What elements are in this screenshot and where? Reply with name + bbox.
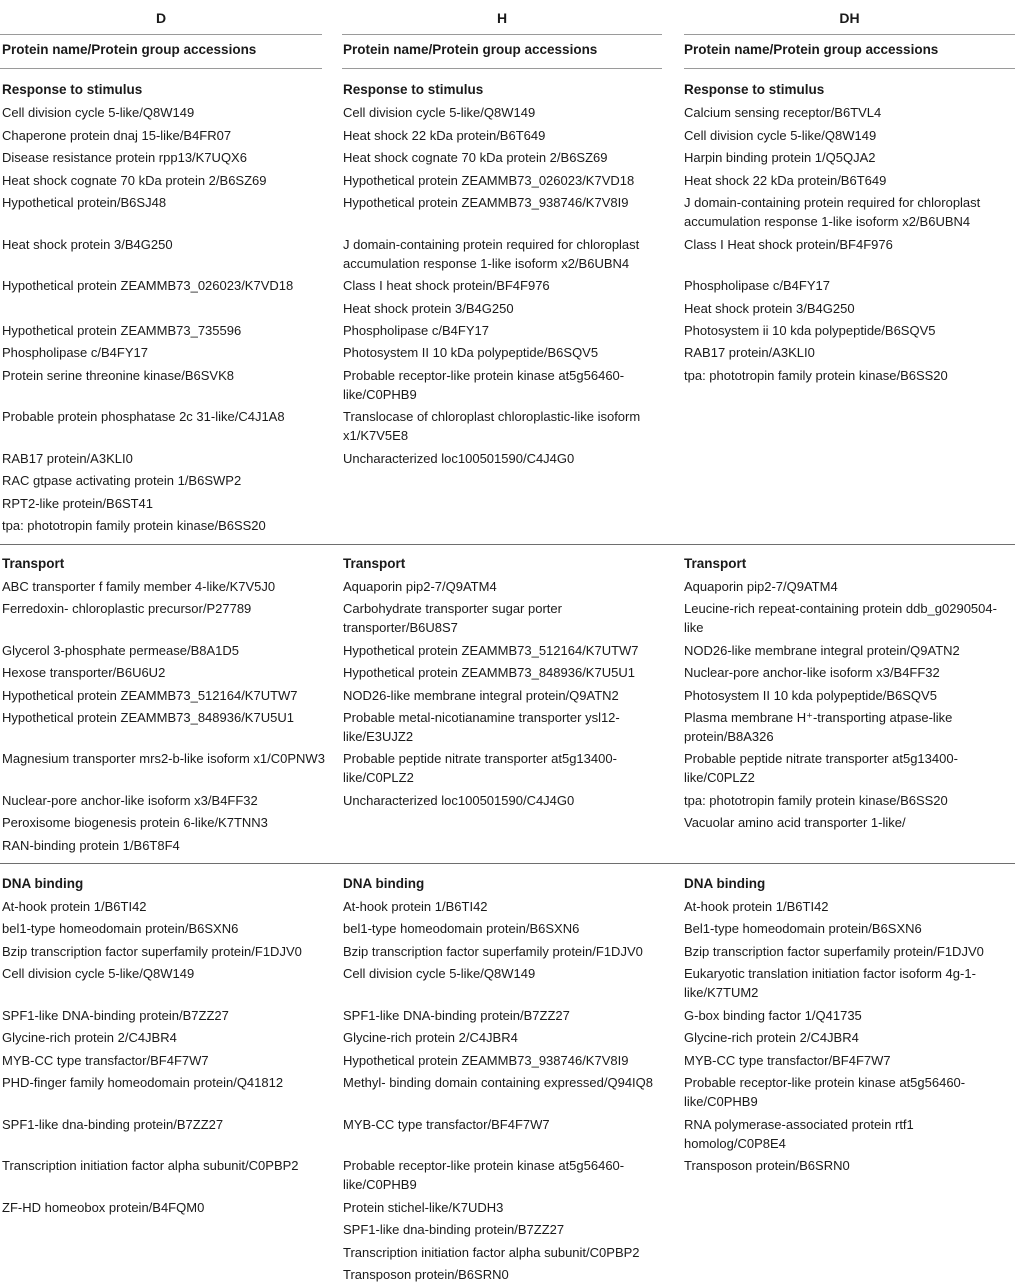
subheader-rule-h xyxy=(342,68,662,69)
cell-dna-h: Bzip transcription factor superfamily protein/F1DJV0 xyxy=(343,944,643,959)
cell-dna-dh: Probable receptor-like protein kinase at5g56460-like/C0PHB9 xyxy=(684,1075,966,1109)
cell-response-h: Phospholipase c/B4FY17 xyxy=(343,323,489,338)
cell-response-h: Uncharacterized loc100501590/C4J4G0 xyxy=(343,451,575,466)
cell-dna-h: SPF1-like dna-binding protein/B7ZZ27 xyxy=(343,1222,565,1237)
cell-transport-dh: Leucine-rich repeat-containing protein ddb_g0290504-like xyxy=(684,601,997,635)
section-title-response-h: Response to stimulus xyxy=(343,82,484,97)
subheader-rule-d xyxy=(0,68,322,69)
cell-dna-d: Glycine-rich protein 2/C4JBR4 xyxy=(2,1030,177,1045)
col-header-h: H xyxy=(496,10,508,26)
cell-transport-d: Hypothetical protein ZEAMMB73_848936/K7U5U1 xyxy=(2,710,294,725)
cell-dna-dh: RNA polymerase-associated protein rtf1 homolog/C0P8E4 xyxy=(684,1117,914,1151)
cell-dna-h: Cell division cycle 5-like/Q8W149 xyxy=(343,966,536,981)
cell-response-h: Cell division cycle 5-like/Q8W149 xyxy=(343,105,536,120)
section-title-transport-dh: Transport xyxy=(684,556,747,571)
cell-response-d: Cell division cycle 5-like/Q8W149 xyxy=(2,105,195,120)
section-title-dna-dh: DNA binding xyxy=(684,876,766,891)
cell-response-d: Disease resistance protein rpp13/K7UQX6 xyxy=(2,150,247,165)
cell-dna-dh: Glycine-rich protein 2/C4JBR4 xyxy=(684,1030,859,1045)
cell-response-dh: Cell division cycle 5-like/Q8W149 xyxy=(684,128,877,143)
header-rule-dh xyxy=(684,34,1015,35)
cell-response-h: Probable receptor-like protein kinase at5g56460-like/C0PHB9 xyxy=(343,368,625,402)
cell-dna-dh: MYB-CC type transfactor/BF4F7W7 xyxy=(684,1053,891,1068)
cell-dna-dh: Transposon protein/B6SRN0 xyxy=(684,1158,850,1173)
cell-response-d: RAC gtpase activating protein 1/B6SWP2 xyxy=(2,473,242,488)
cell-response-d: RAB17 protein/A3KLI0 xyxy=(2,451,133,466)
cell-response-dh: Class I Heat shock protein/BF4F976 xyxy=(684,237,893,252)
cell-dna-d: Cell division cycle 5-like/Q8W149 xyxy=(2,966,195,981)
cell-response-d: Phospholipase c/B4FY17 xyxy=(2,345,148,360)
cell-transport-h: Uncharacterized loc100501590/C4J4G0 xyxy=(343,793,575,808)
header-rule-h xyxy=(342,34,662,35)
cell-response-d: Heat shock cognate 70 kDa protein 2/B6SZ69 xyxy=(2,173,267,188)
cell-transport-h: Aquaporin pip2-7/Q9ATM4 xyxy=(343,579,497,594)
cell-response-d: Hypothetical protein ZEAMMB73_735596 xyxy=(2,323,242,338)
section-title-dna-h: DNA binding xyxy=(343,876,425,891)
cell-transport-d: Peroxisome biogenesis protein 6-like/K7TNN3 xyxy=(2,815,268,830)
cell-transport-d: Ferredoxin- chloroplastic precursor/P27789 xyxy=(2,601,252,616)
cell-transport-h: Hypothetical protein ZEAMMB73_848936/K7U5U1 xyxy=(343,665,635,680)
cell-transport-d: Hypothetical protein ZEAMMB73_512164/K7UTW7 xyxy=(2,688,298,703)
cell-response-d: tpa: phototropin family protein kinase/B6SS20 xyxy=(2,518,266,533)
cell-dna-h: Glycine-rich protein 2/C4JBR4 xyxy=(343,1030,518,1045)
cell-response-dh: Phospholipase c/B4FY17 xyxy=(684,278,830,293)
cell-transport-dh: Nuclear-pore anchor-like isoform x3/B4FF32 xyxy=(684,665,940,680)
cell-dna-dh: Bzip transcription factor superfamily protein/F1DJV0 xyxy=(684,944,984,959)
cell-response-h: Translocase of chloroplast chloroplastic-like isoform x1/K7V5E8 xyxy=(343,409,641,443)
cell-response-h: Hypothetical protein ZEAMMB73_026023/K7VD18 xyxy=(343,173,635,188)
section-divider xyxy=(0,863,1015,864)
cell-response-d: Probable protein phosphatase 2c 31-like/C4J1A8 xyxy=(2,409,285,424)
cell-transport-dh: Photosystem II 10 kda polypeptide/B6SQV5 xyxy=(684,688,937,703)
cell-transport-h: Probable peptide nitrate transporter at5g13400-like/C0PLZ2 xyxy=(343,751,617,785)
cell-dna-h: Transcription initiation factor alpha subunit/C0PBP2 xyxy=(343,1245,640,1260)
section-title-response-d: Response to stimulus xyxy=(2,82,143,97)
section-title-transport-d: Transport xyxy=(2,556,65,571)
cell-response-dh: Heat shock 22 kDa protein/B6T649 xyxy=(684,173,887,188)
cell-response-dh: tpa: phototropin family protein kinase/B6SS20 xyxy=(684,368,948,383)
cell-dna-h: Methyl- binding domain containing expressed/Q94IQ8 xyxy=(343,1075,654,1090)
cell-transport-dh: tpa: phototropin family protein kinase/B6SS20 xyxy=(684,793,948,808)
section-divider xyxy=(0,544,1015,545)
cell-response-d: Protein serine threonine kinase/B6SVK8 xyxy=(2,368,234,383)
cell-transport-d: Hexose transporter/B6U6U2 xyxy=(2,665,166,680)
cell-transport-dh: Plasma membrane H⁺-transporting atpase-like protein/B8A326 xyxy=(684,710,953,744)
cell-dna-d: bel1-type homeodomain protein/B6SXN6 xyxy=(2,921,239,936)
section-title-transport-h: Transport xyxy=(343,556,406,571)
cell-dna-dh: Bel1-type homeodomain protein/B6SXN6 xyxy=(684,921,922,936)
cell-dna-h: MYB-CC type transfactor/BF4F7W7 xyxy=(343,1117,550,1132)
header-rule-d xyxy=(0,34,322,35)
cell-dna-d: At-hook protein 1/B6TI42 xyxy=(2,899,147,914)
cell-response-dh: RAB17 protein/A3KLI0 xyxy=(684,345,815,360)
cell-dna-d: PHD-finger family homeodomain protein/Q41812 xyxy=(2,1075,284,1090)
cell-response-h: Photosystem II 10 kDa polypeptide/B6SQV5 xyxy=(343,345,599,360)
cell-response-h: J domain-containing protein required for chloroplast accumulation response 1-like isoform x2/B6UBN4 xyxy=(343,237,640,271)
cell-transport-h: NOD26-like membrane integral protein/Q9ATN2 xyxy=(343,688,619,703)
subheader-d: Protein name/Protein group accessions xyxy=(2,42,257,57)
cell-response-h: Heat shock 22 kDa protein/B6T649 xyxy=(343,128,546,143)
cell-response-dh: Harpin binding protein 1/Q5QJA2 xyxy=(684,150,876,165)
cell-response-d: Hypothetical protein ZEAMMB73_026023/K7VD18 xyxy=(2,278,294,293)
cell-dna-h: SPF1-like DNA-binding protein/B7ZZ27 xyxy=(343,1008,570,1023)
cell-transport-dh: Vacuolar amino acid transporter 1-like/ xyxy=(684,815,906,830)
cell-transport-dh: Probable peptide nitrate transporter at5g13400-like/C0PLZ2 xyxy=(684,751,958,785)
cell-transport-h: Probable metal-nicotianamine transporter ysl12-like/E3UJZ2 xyxy=(343,710,620,744)
section-title-dna-d: DNA binding xyxy=(2,876,84,891)
cell-response-h: Heat shock protein 3/B4G250 xyxy=(343,301,514,316)
cell-transport-h: Hypothetical protein ZEAMMB73_512164/K7UTW7 xyxy=(343,643,639,658)
cell-response-dh: Calcium sensing receptor/B6TVL4 xyxy=(684,105,882,120)
cell-dna-h: At-hook protein 1/B6TI42 xyxy=(343,899,488,914)
cell-response-dh: Photosystem ii 10 kda polypeptide/B6SQV5 xyxy=(684,323,936,338)
cell-dna-d: SPF1-like dna-binding protein/B7ZZ27 xyxy=(2,1117,224,1132)
cell-response-d: Chaperone protein dnaj 15-like/B4FR07 xyxy=(2,128,232,143)
cell-transport-dh: Aquaporin pip2-7/Q9ATM4 xyxy=(684,579,838,594)
cell-dna-h: bel1-type homeodomain protein/B6SXN6 xyxy=(343,921,580,936)
cell-dna-dh: Eukaryotic translation initiation factor isoform 4g-1-like/K7TUM2 xyxy=(684,966,976,1000)
cell-dna-d: ZF-HD homeobox protein/B4FQM0 xyxy=(2,1200,205,1215)
cell-response-d: RPT2-like protein/B6ST41 xyxy=(2,496,154,511)
cell-dna-dh: At-hook protein 1/B6TI42 xyxy=(684,899,829,914)
section-title-response-dh: Response to stimulus xyxy=(684,82,825,97)
cell-dna-d: MYB-CC type transfactor/BF4F7W7 xyxy=(2,1053,209,1068)
subheader-rule-dh xyxy=(684,68,1015,69)
cell-dna-h: Transposon protein/B6SRN0 xyxy=(343,1267,509,1282)
cell-response-dh: J domain-containing protein required for chloroplast accumulation response 1-like isoform x2/B6UBN4 xyxy=(684,195,981,229)
cell-dna-dh: G-box binding factor 1/Q41735 xyxy=(684,1008,862,1023)
cell-response-dh: Heat shock protein 3/B4G250 xyxy=(684,301,855,316)
cell-transport-d: Nuclear-pore anchor-like isoform x3/B4FF32 xyxy=(2,793,258,808)
cell-dna-h: Probable receptor-like protein kinase at5g56460-like/C0PHB9 xyxy=(343,1158,625,1192)
cell-response-h: Class I heat shock protein/BF4F976 xyxy=(343,278,550,293)
col-header-dh: DH xyxy=(839,10,860,26)
cell-dna-h: Protein stichel-like/K7UDH3 xyxy=(343,1200,504,1215)
cell-transport-dh: NOD26-like membrane integral protein/Q9ATN2 xyxy=(684,643,960,658)
cell-transport-d: RAN-binding protein 1/B6T8F4 xyxy=(2,838,180,853)
cell-response-d: Hypothetical protein/B6SJ48 xyxy=(2,195,167,210)
cell-response-d: Heat shock protein 3/B4G250 xyxy=(2,237,173,252)
cell-response-h: Heat shock cognate 70 kDa protein 2/B6SZ69 xyxy=(343,150,608,165)
cell-dna-d: Bzip transcription factor superfamily protein/F1DJV0 xyxy=(2,944,302,959)
cell-transport-h: Carbohydrate transporter sugar porter transporter/B6U8S7 xyxy=(343,601,562,635)
subheader-h: Protein name/Protein group accessions xyxy=(343,42,598,57)
cell-transport-d: Glycerol 3-phosphate permease/B8A1D5 xyxy=(2,643,240,658)
cell-dna-h: Hypothetical protein ZEAMMB73_938746/K7V8I9 xyxy=(343,1053,629,1068)
cell-dna-d: Transcription initiation factor alpha subunit/C0PBP2 xyxy=(2,1158,299,1173)
col-header-d: D xyxy=(155,10,167,26)
cell-dna-d: SPF1-like DNA-binding protein/B7ZZ27 xyxy=(2,1008,229,1023)
cell-transport-d: Magnesium transporter mrs2-b-like isoform x1/C0PNW3 xyxy=(2,751,325,766)
cell-transport-d: ABC transporter f family member 4-like/K7V5J0 xyxy=(2,579,276,594)
cell-response-h: Hypothetical protein ZEAMMB73_938746/K7V8I9 xyxy=(343,195,629,210)
subheader-dh: Protein name/Protein group accessions xyxy=(684,42,939,57)
